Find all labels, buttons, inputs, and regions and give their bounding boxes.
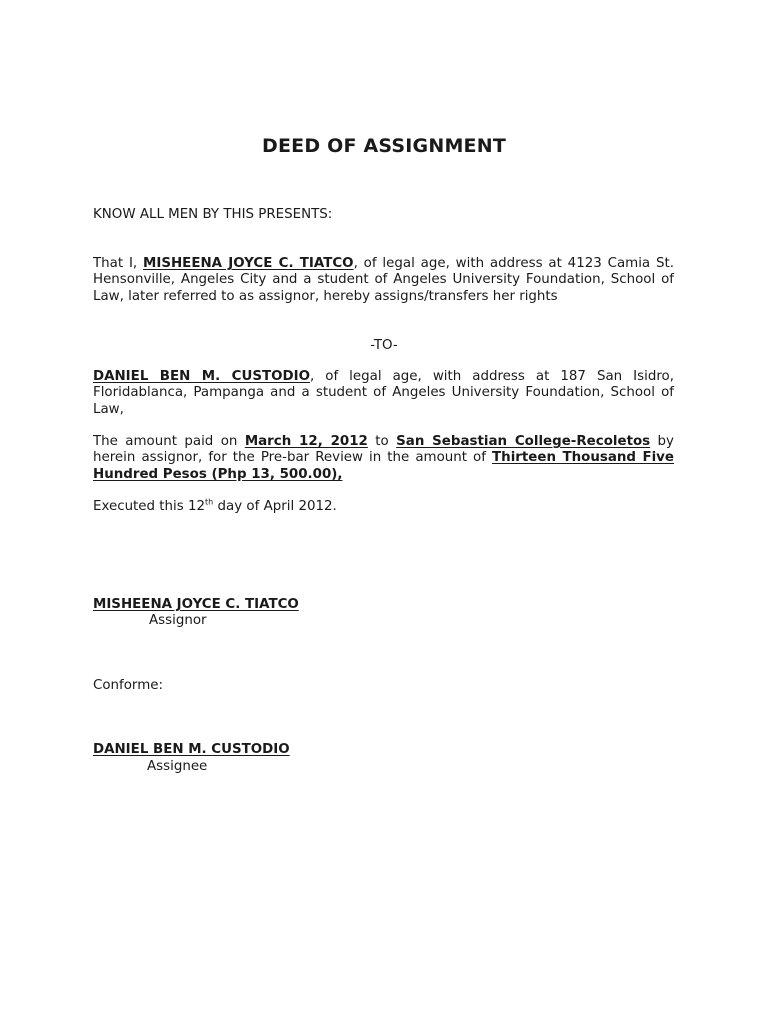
paragraph-assignor-prefix: That I, [93, 256, 138, 271]
assignor-role: Assignor [149, 613, 207, 628]
assignor-signature-name: MISHEENA JOYCE C. TIATCO [93, 597, 299, 612]
amount-value: Thirteen Thousand Five Hundred Pesos (Php 13, 500.00), [93, 450, 674, 482]
school-name: San Sebastian College-Recoletos [396, 434, 651, 449]
paragraph-assignee-text: , of legal age, with address at 187 San Isidro, Floridablanca, Pampanga and a student of Angeles University Foundation, School of Law, [93, 369, 674, 417]
assignor-name-inline: MISHEENA JOYCE C. TIATCO [143, 256, 354, 271]
assignee-signature-name: DANIEL BEN M. CUSTODIO [93, 742, 290, 757]
amount-text-part2: to [375, 434, 389, 449]
assignee-role: Assignee [147, 759, 208, 774]
paragraph-assignor [93, 256, 674, 305]
paragraph-assignor-text: , of legal age, with address at 4123 Camia St. Hensonville, Angeles City and a student of Angeles University Foundation, School of Law, later referred to as assignor, hereby assigns/transfers her rights [93, 256, 674, 304]
amount-text-part1: The amount paid on [93, 434, 238, 449]
conforme-label: Conforme: [93, 678, 163, 693]
executed-prefix: Executed this 12 [93, 499, 206, 514]
assignee-name-inline: DANIEL BEN M. CUSTODIO [93, 369, 310, 384]
amount-text-part3: by herein assignor, for the Pre-bar Review in the amount of [93, 434, 674, 466]
executed-suffix: day of April 2012. [217, 499, 337, 514]
paragraph-amount [93, 434, 674, 483]
executed-line [93, 499, 674, 515]
greeting: KNOW ALL MEN BY THIS PRESENTS: [93, 207, 333, 222]
payment-date: March 12, 2012 [244, 434, 368, 449]
paragraph-assignee [93, 369, 674, 418]
document-title: DEED OF ASSIGNMENT [262, 135, 506, 157]
to-label: -TO- [370, 338, 398, 353]
executed-ordinal: th [205, 497, 214, 507]
